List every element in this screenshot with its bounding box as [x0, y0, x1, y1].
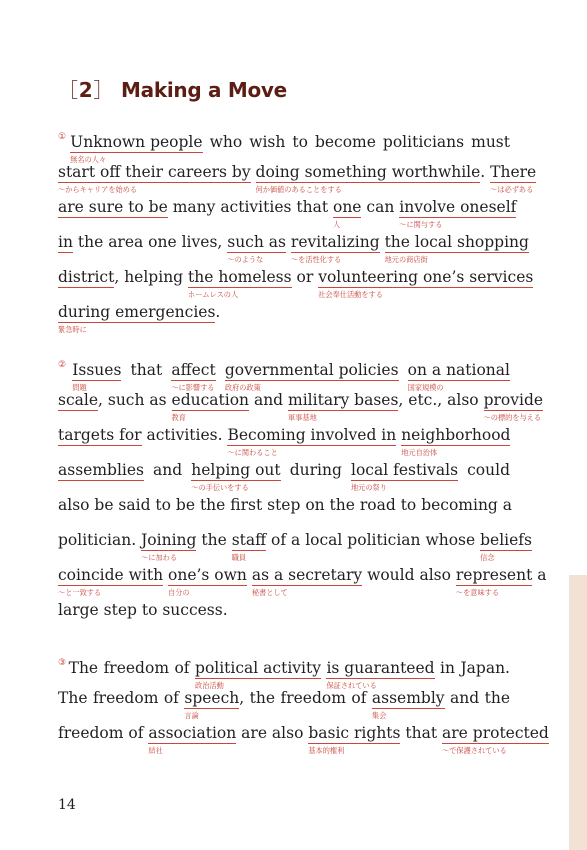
- body-text-run: could: [458, 461, 510, 479]
- section-number: 2: [78, 78, 93, 102]
- vocab-gloss: ～のような: [227, 255, 264, 264]
- body-text-run: [216, 361, 225, 379]
- vocab-phrase: association 結社: [148, 724, 237, 755]
- vocab-phrase: scale: [58, 391, 99, 409]
- section-title: Making a Move: [121, 78, 287, 102]
- vocab-phrase: There ～は必ずある: [490, 163, 537, 194]
- vocab-gloss: 軍事基地: [288, 413, 317, 422]
- vocab-phrase: local festivals 地元の祭り: [350, 461, 459, 492]
- text-line: [58, 653, 510, 690]
- vocab-phrase: governmental policies 政府の政策: [224, 361, 399, 392]
- vocab-gloss: ～で保護されている: [442, 746, 507, 755]
- vocab-phrase: coincide with ～と一致する: [58, 566, 164, 597]
- section-heading: [58, 74, 287, 103]
- body-text-run: would also: [362, 566, 456, 584]
- body-text-run: , etc., also: [398, 391, 484, 409]
- vocab-gloss: ホームレスの人: [188, 290, 239, 299]
- vocab-gloss: ～の標的を与える: [483, 413, 542, 422]
- vocab-phrase: speech 言論: [184, 689, 240, 720]
- body-text-run: large step to success.: [58, 601, 228, 619]
- body-text-run: in Japan.: [434, 659, 510, 677]
- vocab-gloss: 自分の: [168, 588, 190, 597]
- vocab-gloss: ～に加わる: [141, 553, 178, 562]
- vocab-phrase: volunteering one’s services 社会奉仕活動をする: [318, 268, 534, 299]
- vocab-gloss: 緊急時に: [58, 325, 87, 334]
- body-text-run: and: [249, 391, 289, 409]
- vocab-phrase: revitalizing ～を活性化する: [290, 233, 380, 264]
- text-line: [58, 302, 510, 334]
- text-line: [58, 232, 529, 264]
- vocab-gloss: 言論: [184, 711, 199, 720]
- vocab-phrase: such as ～のような: [227, 233, 286, 264]
- body-text-run: that: [121, 361, 172, 379]
- body-text-run: The freedom of: [58, 689, 185, 707]
- side-tab: [569, 575, 587, 850]
- text-line: [58, 688, 510, 720]
- vocab-phrase: basic rights 基本的権利: [308, 724, 401, 755]
- vocab-phrase: doing something worthwhile 何か価値のあることをする: [255, 163, 481, 194]
- body-text-run: .: [480, 163, 491, 181]
- vocab-gloss: 保証されている: [326, 681, 377, 690]
- vocab-gloss: 結社: [148, 746, 163, 755]
- body-text-run: .: [215, 303, 221, 321]
- vocab-phrase: Becoming involved in ～に関わること: [227, 426, 397, 457]
- body-text-run: many activities that: [167, 198, 333, 216]
- vocab-phrase: are sure to be: [58, 198, 168, 216]
- vocab-gloss: ～からキャリアを始める: [58, 185, 138, 194]
- vocab-gloss: ～は必ずある: [490, 185, 534, 194]
- text-line: [58, 530, 532, 562]
- vocab-phrase: one’s own 自分の: [168, 566, 247, 597]
- vocab-gloss: 職員: [231, 553, 247, 562]
- vocab-gloss: 集会: [371, 711, 387, 720]
- vocab-phrase: involve oneself ～に関与する: [399, 198, 517, 229]
- body-text-run: freedom of: [58, 724, 149, 742]
- vocab-gloss: 教育: [171, 413, 186, 422]
- vocab-phrase: one 人: [332, 198, 362, 229]
- body-text-run: [399, 361, 408, 379]
- text-line: [58, 495, 513, 515]
- paragraph-marker: ②: [58, 360, 71, 370]
- body-text-run: during: [280, 461, 351, 479]
- vocab-gloss: 政府の政策: [224, 383, 261, 392]
- vocab-gloss: 人: [332, 220, 341, 229]
- text-line: [58, 600, 510, 620]
- vocab-phrase: are protected ～で保護されている: [442, 724, 549, 755]
- vocab-gloss: 地元の祭り: [350, 483, 387, 492]
- bracket-close: ］: [93, 78, 114, 102]
- text-line: [58, 425, 511, 457]
- body-text-run: , such as: [98, 391, 172, 409]
- vocab-phrase: helping out ～の手伝いをする: [191, 461, 281, 492]
- vocab-gloss: 無名の人々: [70, 155, 107, 164]
- body-text-run: , helping: [114, 268, 189, 286]
- vocab-phrase: start off their careers by ～からキャリアを始める: [58, 163, 251, 194]
- vocab-phrase: represent ～を意味する: [455, 566, 533, 597]
- vocab-phrase: the homeless ホームレスの人: [188, 268, 292, 299]
- paragraph-marker: ③: [58, 658, 67, 668]
- body-text-run: The freedom of: [68, 659, 196, 677]
- text-line: [58, 127, 510, 164]
- vocab-phrase: Issues 問題: [72, 361, 122, 392]
- vocab-phrase: is guaranteed 保証されている: [326, 659, 435, 690]
- body-text-run: are also: [236, 724, 309, 742]
- vocab-gloss: 社会奉仕活動をする: [318, 290, 383, 299]
- body-text-run: or: [291, 268, 319, 286]
- vocab-phrase: provide ～の標的を与える: [483, 391, 544, 422]
- text-line: [58, 267, 534, 299]
- body-text-run: politician.: [58, 531, 142, 549]
- vocab-gloss: 問題: [72, 383, 87, 392]
- body-text-run: that: [400, 724, 443, 742]
- body-text-run: of a local politician whose: [266, 531, 481, 549]
- vocab-phrase: education 教育: [171, 391, 250, 422]
- body-text-run: , the freedom of: [239, 689, 372, 707]
- vocab-phrase: district: [58, 268, 115, 286]
- vocab-phrase: the local shopping 地元の商店街: [384, 233, 529, 264]
- vocab-phrase: in: [58, 233, 73, 251]
- vocab-gloss: 何か価値のあることをする: [255, 185, 342, 194]
- vocab-phrase: beliefs 信念: [480, 531, 532, 562]
- body-text-run: and: [143, 461, 192, 479]
- vocab-phrase: on a national 国家規模の: [407, 361, 510, 392]
- vocab-phrase: political activity 政治活動: [195, 659, 321, 690]
- vocab-gloss: 秘書として: [251, 588, 288, 597]
- vocab-gloss: ～と一致する: [58, 588, 102, 597]
- vocab-gloss: ～に影響する: [171, 383, 215, 392]
- vocab-gloss: ～を活性化する: [290, 255, 342, 264]
- vocab-phrase: staff 職員: [231, 531, 267, 562]
- text-line: [58, 723, 549, 755]
- vocab-gloss: 地元の商店街: [384, 255, 428, 264]
- body-text-run: a: [532, 566, 547, 584]
- vocab-gloss: ～に関与する: [399, 220, 443, 229]
- body-text-run: the area one lives,: [72, 233, 228, 251]
- text-line: [58, 197, 517, 229]
- vocab-phrase: affect ～に影響する: [171, 361, 216, 392]
- vocab-gloss: 地元自治体: [401, 448, 438, 457]
- vocab-gloss: ～を意味する: [455, 588, 500, 597]
- vocab-phrase: neighborhood 地元自治体: [401, 426, 511, 457]
- vocab-phrase: targets for: [58, 426, 142, 444]
- vocab-phrase: Joining ～に加わる: [141, 531, 197, 562]
- text-line: [58, 460, 510, 492]
- vocab-phrase: military bases 軍事基地: [288, 391, 399, 422]
- body-text-run: can: [361, 198, 400, 216]
- vocab-phrase: assemblies: [58, 461, 144, 479]
- vocab-phrase: during emergencies 緊急時に: [58, 303, 216, 334]
- vocab-gloss: ～に関わること: [227, 448, 278, 457]
- body-text-run: activities.: [141, 426, 228, 444]
- text-line: [58, 565, 547, 597]
- vocab-gloss: 基本的権利: [308, 746, 345, 755]
- text-line: [58, 162, 537, 194]
- vocab-gloss: ～の手伝いをする: [191, 483, 249, 492]
- text-line: [58, 390, 544, 422]
- body-text-run: and the: [444, 689, 510, 707]
- body-text-run: also be said to be the first step on the road to becoming a: [58, 496, 513, 514]
- paragraph-marker: ①: [58, 132, 69, 142]
- body-text-run: the: [196, 531, 232, 549]
- vocab-phrase: Unknown people 無名の人々: [70, 133, 203, 164]
- text-line: [58, 355, 510, 392]
- vocab-gloss: 国家規模の: [407, 383, 444, 392]
- vocab-gloss: 信念: [480, 553, 495, 562]
- vocab-phrase: as a secretary 秘書として: [251, 566, 363, 597]
- body-text-run: who wish to become politicians must: [202, 133, 510, 151]
- page-number: 14: [58, 797, 76, 813]
- vocab-phrase: assembly 集会: [371, 689, 445, 720]
- vocab-gloss: 政治活動: [195, 681, 224, 690]
- bracket-open: ［: [58, 78, 78, 102]
